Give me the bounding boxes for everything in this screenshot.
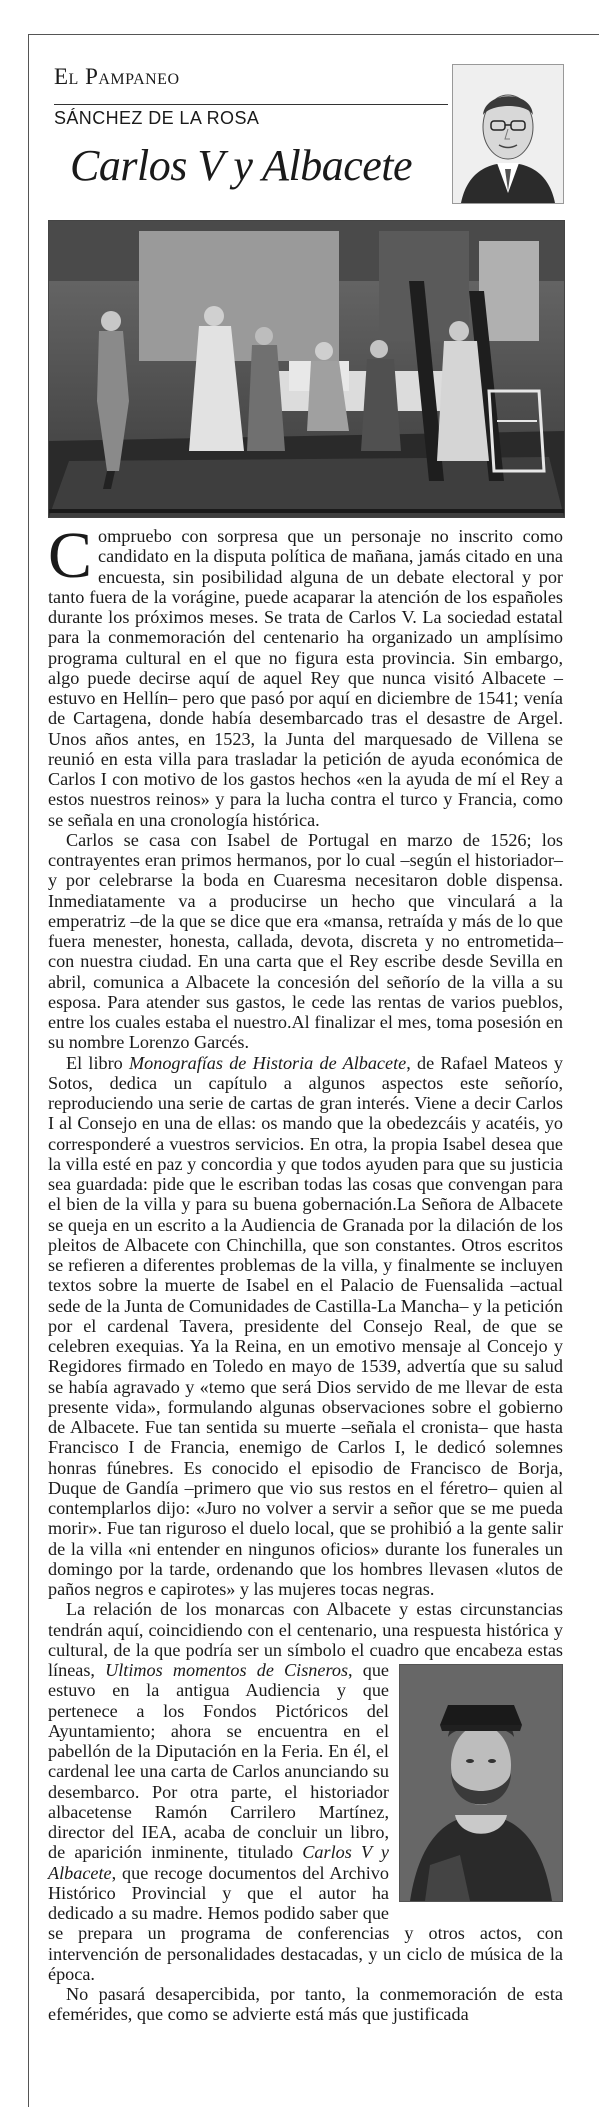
- author-photo: [452, 64, 564, 204]
- painting-title: Ultimos momentos de Cisneros: [105, 1660, 349, 1680]
- book-title: Carlos V y Albacete: [48, 1842, 389, 1883]
- article-title: Carlos V y Albacete: [70, 141, 413, 190]
- painting-illustration: [48, 220, 565, 518]
- section-name: El Pampaneo: [54, 64, 180, 89]
- paragraph: La relación de los monarcas con Albacete y estas circunstancias tendrán aquí, coincidiendo con el centenario, una respuesta histórica y cultural, de la que podría ser un símbolo el cuadro que encabeza estas líneas, Ultimos momentos de Cisneros , que estuvo en la antigua Audiencia y que pertenece a los Fondos Pictóricos del Ayuntamiento; ahora se encuentra en el pabellón de la Diputación en la Feria. En él, el cardenal lee una carta de Carlos anunciando su desembarco. Por otra parte, el historiador albacetense Ramón Carrilero Martínez, director del IEA, acaba de concluir un libro, de aparición inminente, titulado Carlos V y Albacete, que recoge documentos del Archivo Histórico Provincial y que el autor ha dedicado a su madre. Hemos podido saber que se prepara un programa de conferencias y otros actos, con intervención de personalidades destacadas, y un ciclo de música de la época.: [48, 1599, 563, 1984]
- paragraph: Carlos se casa con Isabel de Portugal en marzo de 1526; los contrayentes eran primos hermanos, por lo cual –según el historiador– y por celebrarse la boda en Cuaresma necesitaron doble dispensa. Inmediatamente va a producirse un hecho que vinculará a la emperatriz –de la que se dice que era «mansa, retraída y más de lo que fuera menester, honesta, callada, devota, discreta y no entrometida– con nuestra ciudad. En una carta que el Rey escribe desde Sevilla en abril, comunica a Albacete la concesión del señorío de la villa a su esposa. Para atender sus gastos, le cede las rentas de varios pueblos, entre los cuales estaba el nuestro.Al finalizar el mes, toma posesión en su nombre Lorenzo Garcés.: [48, 829, 563, 1053]
- author-name: SÁNCHEZ DE LA ROSA: [54, 108, 260, 128]
- paragraph: Compruebo con sorpresa que un personaje no inscrito como candidato en la disputa política de mañana, jamás citado en una encuesta, sin posibilidad alguna de un debate electoral y por tanto fuera de la vorágine, puede acaparar la atención de los españoles durante los próximos meses. Se trata de Carlos V. La sociedad estatal para la conmemoración del centenario ha organizado un amplísimo programa cultural en el que no figura esta provincia. Sin embargo, algo puede decirse aquí de aquel Rey que nunca visitó Albacete –estuvo en Hellín– pero que pasó por aquí en diciembre de 1541; venía de Cartagena, donde había desembarcado tras el desastre de Argel. Unos años antes, en 1523, la Junta del marquesado de Villena se reunió en esta villa para trasladar la petición de ayuda económica de Carlos I con motivo de los gastos hechos «en la ayuda de mí el Rey a estos nuestros reinos» y para la lucha contra el turco y Francia, como se señala en una cronología histórica.: [48, 519, 563, 830]
- book-title: Monografías de Historia de Albacete: [129, 1052, 407, 1073]
- article-body: [48, 519, 563, 2025]
- header-rule: [54, 104, 448, 105]
- drop-cap: C: [48, 519, 93, 592]
- paragraph: No pasará desapercibida, por tanto, la conmemoración de esta efemérides, que como se advierte está más que justificada: [48, 1984, 563, 2025]
- paragraph: El libro Monografías de Historia de Albacete, de Rafael Mateos y Sotos, dedica un capítulo a algunos aspectos este señorío, reproduciendo una serie de cartas de gran interés. Viene a decir Carlos I al Consejo en una de ellas: os mando que la obedezcáis y acatéis, yo corresponderé a vuestros servicios. En otra, la propia Isabel desea que la villa esté en paz y concordia y que todos ayuden para que su justicia sea guardada: pide que le escriban todas las cosas que convengan para el bien de la villa y para su buena gobernación.La Señora de Albacete se queja en un escrito a la Audiencia de Granada por la dilación de los pleitos de Albacete con Chinchilla, que son constantes. Otros escritos se refieren a diferentes problemas de la villa, y finalmente se incluyen textos sobre la muerte de Isabel en el Palacio de Fuensalida –actual sede de la Junta de Comunidades de Castilla-La Mancha– y la petición por el cardenal Tavera, presidente del Consejo Real, de que se celebren exequias. Ya la Reina, en un emotivo mensaje al Concejo y Regidores firmado en Toledo en mayo de 1539, advertía que su salud se había agravado y «temo que será Dios servido de me llevar de esta presente vida», formulando algunas observaciones sobre el gobierno de Albacete. Fue tan sentida su muerte –señala el cronista– que hasta Francisco I de Francia, enemigo de Carlos I, le dedicó solemnes honras fúnebres. Es conocido el episodio de Francisco de Borja, Duque de Gandía –primero que vio sus restos en el féretro– quien al contemplarlos dijo: «Juro no volver a servir a señor que se me pueda morir». Fue tan riguroso el duelo local, que se prohibió a la gente salir de la villa «ni entender en ningunos oficios» durante los funerales un domingo por la tarde, ordenando que los hombres llevasen «lutos de paños negros e capirotes» y las mujeres tocas negras.: [48, 1052, 563, 1599]
- carlos-v-portrait: [399, 1664, 563, 1902]
